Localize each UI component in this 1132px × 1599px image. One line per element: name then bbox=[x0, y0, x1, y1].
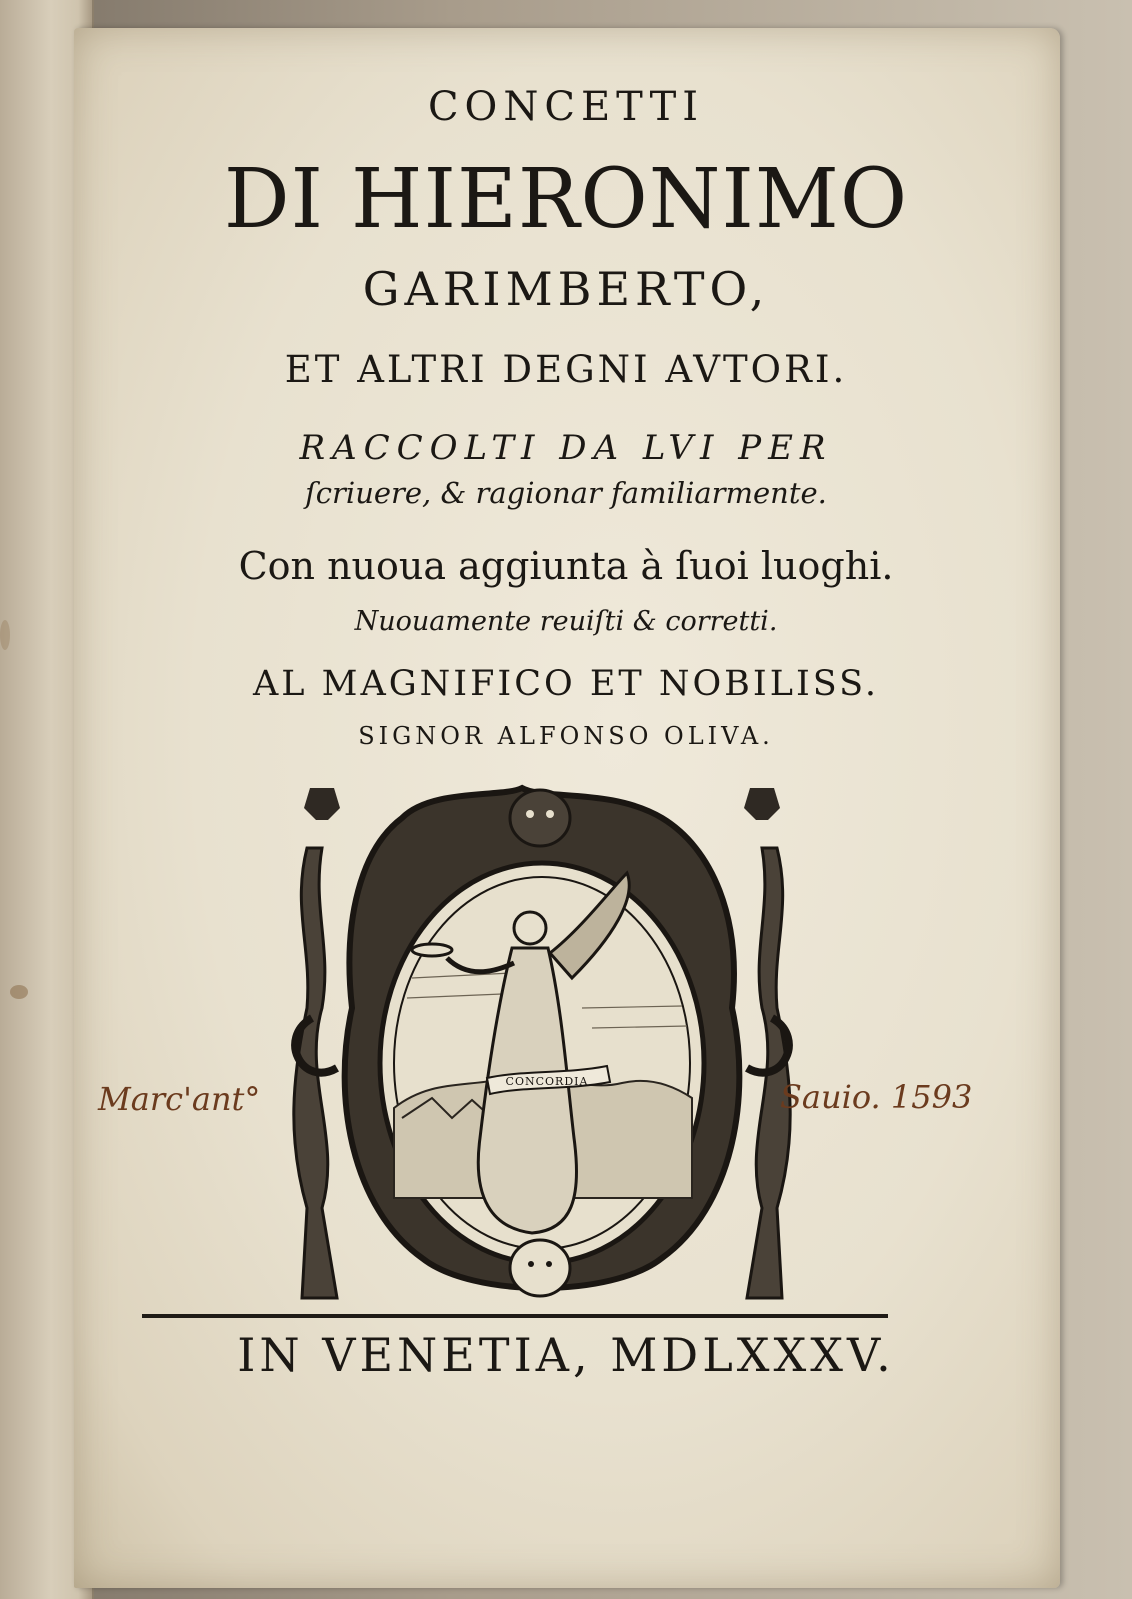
title-line-author-first: DI HIERONIMO bbox=[223, 152, 909, 247]
subtitle-line-aggiunta: Con nuoua aggiunta à ſuoi luoghi. bbox=[238, 544, 894, 588]
dedication-line-magnifico: AL MAGNIFICO ET NOBILISS. bbox=[252, 664, 880, 704]
title-line-concetti: CONCETTI bbox=[427, 84, 705, 130]
imprint-rule bbox=[142, 1314, 888, 1318]
bottom-mask bbox=[510, 1240, 570, 1296]
top-mask bbox=[510, 790, 570, 846]
right-urn bbox=[744, 788, 780, 820]
dedication-line-alfonso: SIGNOR ALFONSO OLIVA. bbox=[358, 722, 774, 750]
dish bbox=[412, 944, 452, 956]
handwritten-owner-first: Marc'ant° bbox=[98, 1080, 261, 1118]
subtitle-line-scriuere: ſcriuere, & ragionar familiarmente. bbox=[305, 476, 827, 510]
ribbon-text: CONCORDIA bbox=[505, 1075, 589, 1088]
handwritten-owner-last: Sauio. 1593 bbox=[780, 1078, 973, 1116]
title-line-author-last: GARIMBERTO, bbox=[362, 262, 770, 316]
imprint-line: IN VENETIA, MDLXXXV. bbox=[237, 1328, 895, 1382]
stain-mark bbox=[10, 985, 28, 999]
title-line-other-authors: ET ALTRI DEGNI AVTORI. bbox=[284, 348, 848, 391]
subtitle-line-reuisti: Nuouamente reuiſti & corretti. bbox=[354, 606, 778, 637]
printers-device-woodcut bbox=[282, 778, 802, 1312]
left-urn bbox=[304, 788, 340, 820]
figure-head bbox=[514, 912, 546, 944]
subtitle-line-raccolti: RACCOLTI DA LVI PER bbox=[299, 428, 833, 468]
